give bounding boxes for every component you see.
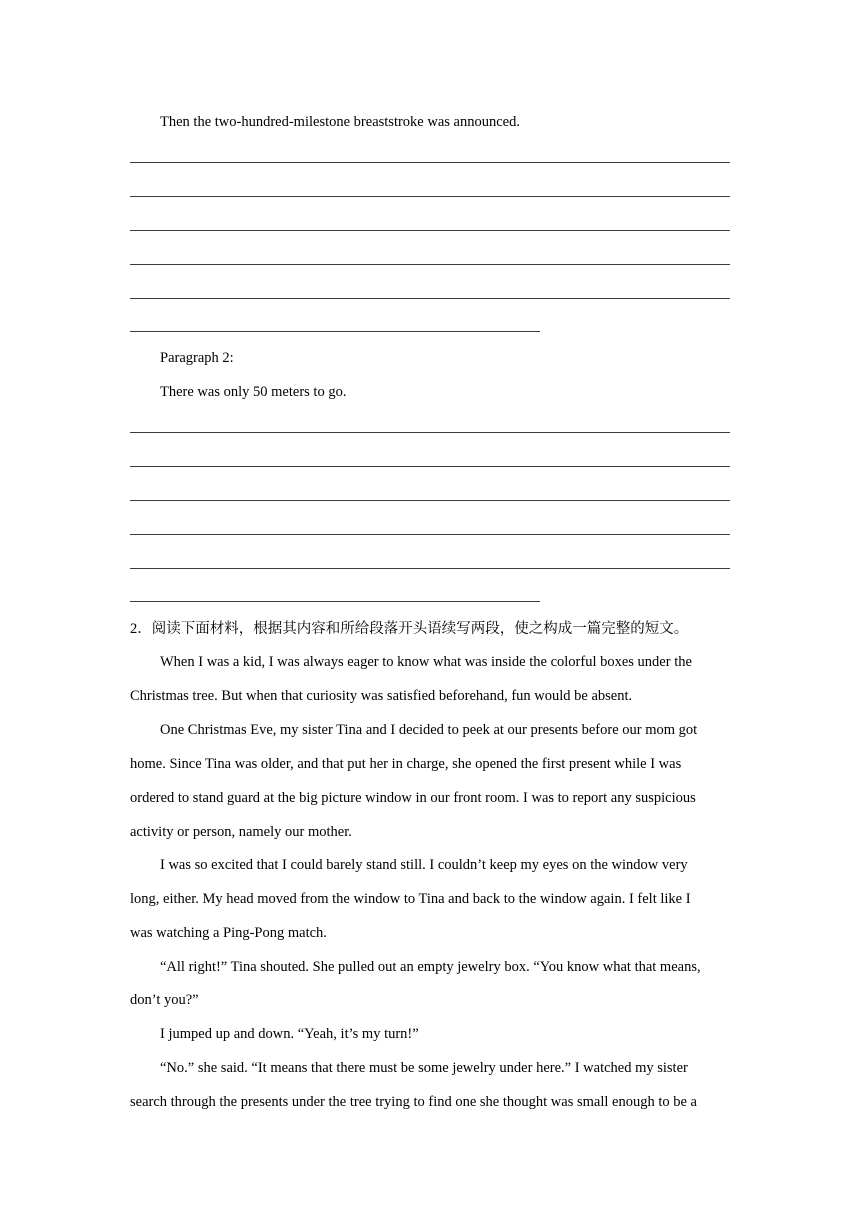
- passage-line: activity or person, namely our mother.: [130, 824, 352, 840]
- writing-line[interactable]: [130, 230, 730, 231]
- passage-line: One Christmas Eve, my sister Tina and I decided to peek at our presents before our mom got: [160, 722, 698, 738]
- passage-line: “All right!” Tina shouted. She pulled out an empty jewelry box. “You know what that means,: [160, 959, 701, 975]
- writing-line[interactable]: [130, 466, 730, 467]
- writing-line[interactable]: [130, 196, 730, 197]
- passage-line: ordered to stand guard at the big picture window in our front room. I was to report any suspicious: [130, 790, 696, 806]
- passage-line: search through the presents under the tree trying to find one she thought was small enough to be a: [130, 1094, 697, 1110]
- passage-line: When I was a kid, I was always eager to know what was inside the colorful boxes under the: [160, 654, 692, 670]
- writing-line[interactable]: [130, 298, 730, 299]
- writing-line[interactable]: [130, 432, 730, 433]
- passage-line: I jumped up and down. “Yeah, it’s my turn!”: [160, 1026, 419, 1042]
- passage-line: home. Since Tina was older, and that put her in charge, she opened the first present while I was: [130, 756, 682, 772]
- writing-line[interactable]: [130, 331, 540, 332]
- question2-instruction: 2．阅读下面材料，根据其内容和所给段落开头语续写两段，使之构成一篇完整的短文。: [130, 621, 689, 637]
- passage-line: don’t you?”: [130, 992, 199, 1008]
- writing-line[interactable]: [130, 601, 540, 602]
- passage-line: long, either. My head moved from the window to Tina and back to the window again. I felt like I: [130, 891, 691, 907]
- writing-line[interactable]: [130, 264, 730, 265]
- passage-line: “No.” she said. “It means that there must be some jewelry under here.” I watched my sister: [160, 1060, 688, 1076]
- passage-line: was watching a Ping-Pong match.: [130, 925, 327, 941]
- paragraph2-opening-line: There was only 50 meters to go.: [160, 384, 347, 400]
- passage-line: I was so excited that I could barely stand still. I couldn’t keep my eyes on the window very: [160, 857, 688, 873]
- writing-line[interactable]: [130, 534, 730, 535]
- writing-line[interactable]: [130, 500, 730, 501]
- writing-line[interactable]: [130, 162, 730, 163]
- passage-line: Christmas tree. But when that curiosity was satisfied beforehand, fun would be absent.: [130, 688, 633, 704]
- paragraph1-opening-line: Then the two-hundred-milestone breaststroke was announced.: [160, 114, 520, 130]
- paragraph2-label: Paragraph 2:: [160, 350, 234, 366]
- writing-line[interactable]: [130, 568, 730, 569]
